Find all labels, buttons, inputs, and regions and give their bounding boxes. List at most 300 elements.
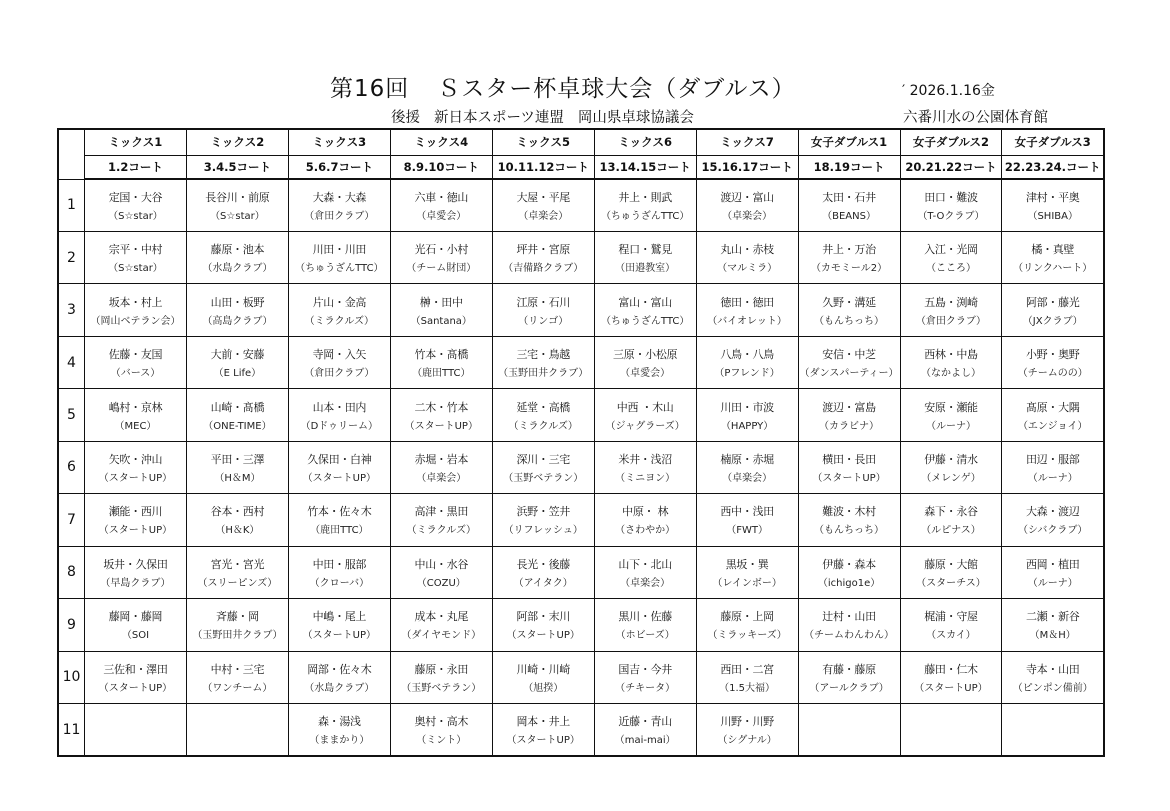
pair-cell (390, 651, 492, 703)
club-name: （BEANS） (822, 210, 876, 222)
court-header: 20.21.22コート (900, 155, 1002, 179)
pair-cell (696, 284, 798, 336)
pair-names: 橘・真壁 (1031, 243, 1075, 257)
category-header: 女子ダブルス2 (900, 129, 1002, 155)
club-name: （1.5大福） (719, 682, 776, 694)
pair-names: 山下・北山 (618, 557, 672, 571)
pair-cell (1002, 599, 1104, 651)
pair-cell (85, 494, 187, 546)
pair-names: 横田・長田 (822, 452, 876, 466)
club-name: （T-Oクラブ） (917, 210, 985, 222)
pair-cell (696, 494, 798, 546)
row-number: 8 (58, 546, 85, 598)
pair-cell (288, 494, 390, 546)
club-name: （MEC） (114, 420, 157, 432)
pair-names: 国吉・今井 (618, 662, 672, 676)
club-name: （チームのの） (1017, 368, 1088, 380)
club-name: （吉備路クラブ） (503, 263, 584, 275)
row-number: 3 (58, 284, 85, 336)
club-name: （田邉教室） (615, 263, 676, 275)
club-name: （玉野ベテラン） (401, 682, 482, 694)
pair-cell (186, 389, 288, 441)
pair-cell (85, 231, 187, 283)
pair-cell (186, 336, 288, 388)
row-number: 1 (58, 179, 85, 231)
club-name: （早島クラブ） (100, 577, 171, 589)
pair-names: 辻村・山田 (822, 610, 876, 624)
pair-names: 竹本・佐々木 (307, 505, 372, 519)
court-header: 5.6.7コート (288, 155, 390, 179)
pair-names: 浜野・笠井 (516, 505, 570, 519)
category-header: ミックス1 (85, 129, 187, 155)
category-header: 女子ダブルス1 (798, 129, 900, 155)
club-name: （卓楽会） (722, 210, 773, 222)
pair-cell (900, 546, 1002, 598)
court-header: 13.14.15コート (594, 155, 696, 179)
pair-names: 中山・水谷 (414, 557, 469, 571)
table-row (58, 651, 1104, 703)
club-name: （卓楽会） (416, 472, 467, 484)
corner-cell (58, 129, 85, 179)
pair-names: 大森・渡辺 (1025, 505, 1080, 519)
pair-names: 西中・浅田 (720, 505, 774, 519)
pair-names: 三宅・鳥越 (516, 348, 570, 362)
pair-names: 川田・市波 (720, 400, 774, 414)
club-name: （バース） (110, 368, 161, 380)
court-header-row (58, 155, 1104, 179)
court-header: 1.2コート (85, 155, 187, 179)
pair-names: 江原・石川 (516, 295, 570, 309)
club-name: （岡山ベテラン会） (90, 315, 181, 327)
pair-names: 佐藤・友国 (108, 348, 163, 362)
pair-cell (390, 546, 492, 598)
pair-names: 近藤・青山 (618, 715, 672, 729)
club-name: （スタートUP） (302, 630, 377, 642)
pair-cell (186, 599, 288, 651)
pair-cell (492, 441, 594, 493)
pair-cell (1002, 494, 1104, 546)
pair-names: 渡辺・富島 (822, 400, 876, 414)
pair-cell (696, 599, 798, 651)
pair-names: 坪井・宮原 (516, 243, 570, 257)
club-name: （JXクラブ） (1022, 315, 1083, 327)
pair-cell (594, 494, 696, 546)
pair-names: 定国・大谷 (108, 190, 163, 204)
pair-cell (492, 231, 594, 283)
pair-cell (594, 231, 696, 283)
pair-names: 山崎・髙橋 (210, 400, 265, 414)
pair-cell (696, 336, 798, 388)
pair-cell (798, 389, 900, 441)
category-header: ミックス3 (288, 129, 390, 155)
club-name: （ルーナ） (1027, 577, 1078, 589)
pair-names: 長谷川・前原 (205, 190, 270, 204)
club-name: （メレンゲ） (921, 472, 981, 484)
club-name: （卓愛会） (620, 368, 671, 380)
court-header: 3.4.5コート (186, 155, 288, 179)
pair-names: 丸山・赤枝 (720, 243, 774, 257)
pair-names: 岡部・佐々木 (307, 662, 372, 676)
court-header: 10.11.12コート (492, 155, 594, 179)
club-name: （倉田クラブ） (304, 210, 375, 222)
category-header: ミックス5 (492, 129, 594, 155)
pair-names: 川野・川野 (720, 715, 774, 729)
pair-cell (696, 546, 798, 598)
pair-cell (492, 704, 594, 756)
pair-names: 梶浦・守屋 (924, 610, 978, 624)
pair-names: 五島・渕崎 (924, 295, 978, 309)
club-name: （スタートUP） (506, 630, 580, 642)
club-name: （卓楽会） (722, 472, 773, 484)
pair-cell (900, 284, 1002, 336)
club-name: （H＆M） (214, 472, 261, 484)
pair-cell (186, 494, 288, 546)
category-header: ミックス4 (390, 129, 492, 155)
pair-names: 黒坂・巽 (725, 557, 769, 571)
pair-cell (1002, 389, 1104, 441)
club-name: （旭揆） (523, 682, 564, 694)
pair-cell (186, 231, 288, 283)
pair-cell (186, 546, 288, 598)
club-name: （スリーピンズ） (197, 577, 278, 589)
pair-names: 徳田・徳田 (720, 295, 774, 309)
club-name: （チーム財団） (406, 263, 477, 275)
club-name: （こころ） (925, 263, 976, 275)
club-name: （ミラクルズ） (304, 315, 375, 327)
club-name: （SOI (121, 630, 150, 642)
pair-cell (594, 441, 696, 493)
pair-names: 西岡・植田 (1025, 557, 1080, 571)
club-name: （鹿田TTC） (310, 525, 369, 537)
pair-names: 寺岡・入矢 (312, 348, 367, 362)
pair-cell (594, 179, 696, 231)
table-row (58, 336, 1104, 388)
pair-cell (288, 441, 390, 493)
row-number: 4 (58, 336, 85, 388)
club-name: （もんちっち） (814, 315, 885, 327)
club-name: （卓楽会） (620, 577, 671, 589)
roster-body (58, 179, 1104, 756)
pair-cell (594, 284, 696, 336)
club-name: （S☆star） (108, 263, 163, 275)
pair-cell (798, 704, 900, 756)
club-name: （リフレッシュ） (503, 525, 583, 537)
pair-names: 瀬能・西川 (108, 505, 163, 519)
club-name: （高島クラブ） (202, 315, 273, 327)
club-name: （ichigo1e） (817, 577, 881, 589)
venue-name: 六番川水の公園体育館 (903, 110, 1048, 126)
pair-names: 山田・板野 (210, 295, 265, 309)
club-name: （スカイ） (926, 630, 976, 642)
court-header: 15.16.17コート (696, 155, 798, 179)
club-name: （ルーナ） (1027, 472, 1078, 484)
pair-names: 久野・溝延 (822, 295, 876, 309)
club-name: （Santana） (410, 315, 472, 327)
club-name: （鹿田TTC） (412, 368, 471, 380)
pair-cell (186, 651, 288, 703)
pair-cell (492, 494, 594, 546)
pair-cell (594, 599, 696, 651)
club-name: （カモミール2） (810, 263, 888, 275)
club-name: （ルピナス） (921, 525, 981, 537)
club-name: （ちゅうざんTTC） (600, 210, 690, 222)
club-name: （ままかり） (309, 735, 370, 747)
club-name: （スタートUP） (302, 472, 377, 484)
row-number: 2 (58, 231, 85, 283)
club-name: （マルミラ） (717, 263, 778, 275)
pair-cell (390, 704, 492, 756)
pair-names: 伊藤・清水 (924, 452, 978, 466)
pair-cell (798, 284, 900, 336)
pair-cell (85, 284, 187, 336)
pair-cell (85, 179, 187, 231)
pair-names: 斉藤・岡 (216, 610, 259, 624)
club-name: （シグナル） (717, 735, 777, 747)
club-name: （SHIBA） (1027, 210, 1078, 222)
club-name: （Pフレンド） (714, 368, 780, 380)
pair-cell (900, 494, 1002, 546)
pair-names: 髙原・大隅 (1025, 400, 1080, 414)
pair-names: 小野・奥野 (1025, 348, 1080, 362)
club-name: （クローバ） (309, 577, 370, 589)
pair-cell (594, 704, 696, 756)
page-title (330, 70, 796, 103)
club-name: （ホビーズ） (615, 630, 675, 642)
sponsor-org-2: 岡山県卓球協議会 (577, 110, 694, 126)
pair-names: 中原・ 林 (622, 505, 669, 519)
pair-cell (85, 599, 187, 651)
pair-names: 伊藤・森本 (822, 557, 876, 571)
pair-cell (288, 284, 390, 336)
club-name: （ミント） (416, 735, 467, 747)
pair-names: 井上・則武 (618, 190, 672, 204)
club-name: （ルーナ） (925, 420, 976, 432)
club-name: （ちゅうざんTTC） (295, 263, 384, 275)
court-header: 22.23.24.コート (1002, 155, 1104, 179)
club-name: （玉野ベテラン） (503, 472, 584, 484)
pair-names: 田辺・服部 (1025, 452, 1080, 466)
row-number: 6 (58, 441, 85, 493)
pair-cell (390, 336, 492, 388)
pair-names: 山本・田内 (312, 400, 367, 414)
pair-cell (1002, 651, 1104, 703)
club-name: （Dドゥリーム） (300, 420, 379, 432)
pair-names: 渡辺・富山 (720, 190, 774, 204)
club-name: （水島クラブ） (202, 263, 273, 275)
club-name: （ダンスパーティー） (799, 368, 899, 380)
pair-names: 森・湯浅 (317, 715, 361, 729)
pair-cell (900, 704, 1002, 756)
club-name: （FWT） (726, 525, 768, 537)
pair-names: 中嶋・尾上 (312, 610, 367, 624)
pair-names: 安信・中芝 (822, 348, 876, 362)
club-name: （スタートUP） (812, 472, 886, 484)
category-header: ミックス6 (594, 129, 696, 155)
pair-names: 阿部・藤光 (1025, 295, 1080, 309)
pair-names: 大森・大森 (312, 190, 367, 204)
pair-names: 中西 ・木山 (616, 400, 674, 414)
pair-cell (1002, 704, 1104, 756)
pair-names: 井上・万治 (822, 243, 876, 257)
pair-names: 津村・平奥 (1025, 190, 1080, 204)
pair-names: 深川・三宅 (516, 452, 570, 466)
pair-cell (85, 651, 187, 703)
club-name: （ジャグラーズ） (605, 420, 685, 432)
pair-names: 大屋・平尾 (516, 190, 570, 204)
pair-cell (186, 284, 288, 336)
court-header: 18.19コート (798, 155, 900, 179)
pair-names: 米井・浅沼 (618, 452, 672, 466)
club-name: （E Life） (213, 368, 262, 380)
pair-cell (1002, 336, 1104, 388)
pair-cell (798, 336, 900, 388)
club-name: （倉田クラブ） (915, 315, 987, 327)
pair-cell (696, 441, 798, 493)
pair-cell (900, 336, 1002, 388)
table-row (58, 389, 1104, 441)
pair-cell (798, 651, 900, 703)
court-header: 8.9.10コート (390, 155, 492, 179)
pair-names: 三佐和・澤田 (103, 662, 168, 676)
club-name: （M＆H） (1029, 630, 1076, 642)
pair-cell (900, 599, 1002, 651)
pair-cell (288, 546, 390, 598)
club-name: （バイオレット） (707, 315, 787, 327)
pair-names: 平田・三澤 (210, 452, 265, 466)
club-name: （玉野田井クラブ） (498, 368, 589, 380)
pair-names: 榊・田中 (419, 295, 463, 309)
category-header: 女子ダブルス3 (1002, 129, 1104, 155)
doubles-roster-table (57, 128, 1105, 757)
pair-names: 奥村・高木 (414, 715, 469, 729)
pair-names: 楠原・赤堀 (720, 452, 774, 466)
pair-cell (696, 231, 798, 283)
club-name: （スターチス） (916, 577, 986, 589)
club-name: （S☆star） (210, 210, 265, 222)
pair-names: 寺本・山田 (1025, 662, 1080, 676)
pair-cell (85, 441, 187, 493)
table-row (58, 599, 1104, 651)
pair-cell (492, 599, 594, 651)
pair-cell (798, 494, 900, 546)
pair-cell (1002, 231, 1104, 283)
tournament-name: Ｓスター杯卓球大会（ダブルス） (437, 76, 796, 102)
pair-names: 嶋村・京林 (108, 400, 163, 414)
pair-cell (390, 284, 492, 336)
pair-cell (900, 651, 1002, 703)
pair-cell (390, 441, 492, 493)
club-name: （もんちっち） (814, 525, 885, 537)
category-header-row (58, 129, 1104, 155)
club-name: （リンクハート） (1013, 263, 1093, 275)
pair-names: 矢吹・沖山 (108, 452, 163, 466)
pair-names: 延堂・高橋 (516, 400, 570, 414)
pair-cell (798, 599, 900, 651)
pair-cell (85, 389, 187, 441)
table-row (58, 546, 1104, 598)
club-name: （カラビナ） (819, 420, 880, 432)
pair-cell (492, 179, 594, 231)
club-name: （ダイヤモンド） (401, 630, 482, 642)
pair-cell (492, 651, 594, 703)
pair-names: 光石・小村 (414, 243, 469, 257)
pair-cell (85, 704, 187, 756)
pair-names: 竹本・髙橋 (414, 348, 469, 362)
pair-names: 阿部・末川 (516, 610, 570, 624)
club-name: （ミニヨン） (615, 472, 676, 484)
table-row (58, 231, 1104, 283)
pair-cell (390, 389, 492, 441)
pair-cell (288, 599, 390, 651)
pair-cell (798, 546, 900, 598)
club-name: （チームわんわん） (804, 630, 895, 642)
pair-names: 程口・鷲見 (618, 243, 672, 257)
pair-names: 難波・木村 (822, 505, 876, 519)
club-name: （卓愛会） (416, 210, 467, 222)
club-name: （卓楽会） (518, 210, 569, 222)
pair-cell (594, 389, 696, 441)
tournament-number: 第16回 (330, 76, 410, 102)
pair-cell (288, 651, 390, 703)
pair-names: 有藤・藤原 (822, 662, 876, 676)
pair-names: 藤原・上岡 (720, 610, 774, 624)
pair-names: 二木・竹本 (414, 400, 469, 414)
pair-cell (696, 179, 798, 231)
pair-names: 宗平・中村 (108, 243, 163, 257)
club-name: （スタートUP） (404, 420, 478, 432)
club-name: （エンジョイ） (1017, 420, 1088, 432)
pair-names: 成本・丸尾 (414, 610, 469, 624)
row-number: 11 (58, 704, 85, 756)
club-name: （H＆K） (215, 525, 260, 537)
pair-names: 八鳥・八鳥 (720, 348, 774, 362)
pair-cell (85, 546, 187, 598)
row-number: 9 (58, 599, 85, 651)
club-name: （ミラクルズ） (406, 525, 476, 537)
pair-cell (1002, 179, 1104, 231)
pair-cell (900, 231, 1002, 283)
club-name: （玉野田井クラブ） (192, 630, 283, 642)
club-name: （スタートUP） (98, 682, 173, 694)
pair-names: 中村・三宅 (210, 662, 265, 676)
pair-cell (85, 336, 187, 388)
pair-cell (390, 599, 492, 651)
pair-names: 岡本・井上 (516, 715, 570, 729)
club-name: （S☆star） (108, 210, 163, 222)
pair-names: 入江・光岡 (924, 243, 978, 257)
pair-cell (492, 389, 594, 441)
club-name: （ピンポン備前） (1012, 682, 1093, 694)
pair-cell (288, 231, 390, 283)
category-header: ミックス7 (696, 129, 798, 155)
row-number: 5 (58, 389, 85, 441)
club-name: （ワンチーム） (202, 682, 273, 694)
club-name: （さわやか） (615, 525, 676, 537)
pair-cell (288, 704, 390, 756)
club-name: （スタートUP） (506, 735, 580, 747)
pair-cell (798, 179, 900, 231)
pair-names: 谷本・西村 (210, 505, 265, 519)
pair-names: 赤堀・岩本 (414, 452, 469, 466)
pair-cell (186, 179, 288, 231)
pair-cell (288, 179, 390, 231)
club-name: （HAPPY） (720, 420, 774, 432)
table-row (58, 179, 1104, 231)
sponsor-label: 後援 (391, 110, 420, 126)
pair-names: 川田・川田 (312, 243, 367, 257)
club-name: （アールクラブ） (809, 682, 889, 694)
sponsor-org-1: 新日本スポーツ連盟 (434, 110, 564, 126)
